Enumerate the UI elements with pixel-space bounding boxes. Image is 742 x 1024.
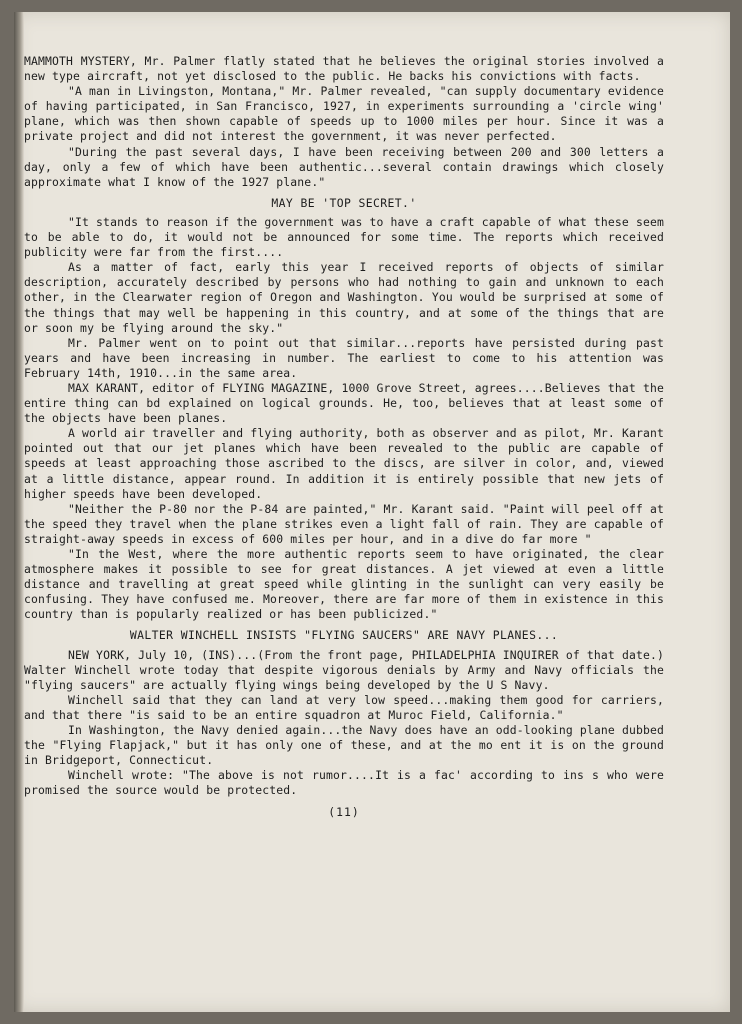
paragraph: MAMMOTH MYSTERY, Mr. Palmer flatly stated that he believes the original stories involved a new type aircraft, not yet disclosed to the public. He backs his convictions with facts. bbox=[24, 54, 664, 84]
paragraph: In Washington, the Navy denied again...the Navy does have an odd-looking plane dubbed the "Flying Flapjack," but it has only one of these, and at the mo ent it is on the ground in Bridgeport, Connecticut. bbox=[24, 723, 664, 768]
page-number: (11) bbox=[328, 804, 360, 819]
paragraph: MAX KARANT, editor of FLYING MAGAZINE, 1000 Grove Street, agrees....Believes that the entire thing can bd explained on logical grounds. He, too, believes that at least some of the objects have been planes. bbox=[24, 380, 664, 426]
paragraph: "Neither the P-80 nor the P-84 are painted," Mr. Karant said. "Paint will peel off at the speed they travel when the plane strikes even a light fall of rain. They are capable of straight-away speeds in excess of 600 miles per hour, and in a dive do far more " bbox=[24, 501, 664, 546]
paragraph: Mr. Palmer went on to point out that similar...reports have persisted during past years and have been increasing in number. The earliest to come to his attention was February 14th, 1910...in the same area. bbox=[24, 335, 664, 380]
paragraph: "It stands to reason if the government was to have a craft capable of what these seem to be able to do, it would not be announced for some time. The reports which received publicity were far from the first.... bbox=[24, 214, 664, 260]
paragraph: As a matter of fact, early this year I received reports of objects of similar description, accurately described by persons who had nothing to gain and unknown to each other, in the Clearwater region of Oregon and Washington. You would be surprised at some of the things that may well be happening in this country, and at some of the things that are or soon my be flying around the sky." bbox=[24, 260, 664, 335]
document-page bbox=[14, 12, 730, 1012]
paragraph: A world air traveller and flying authority, both as observer and as pilot, Mr. Karant pointed out that our jet planes which have been revealed to the public are capable of speeds at least approaching those ascribed to the discs, are silver in color, and, viewed at a little distance, appear round. In addition it is entirely possible that new jets of higher speeds have been developed. bbox=[24, 426, 664, 501]
paragraph: "A man in Livingston, Montana," Mr. Palmer revealed, "can supply documentary evidence of having participated, in San Francisco, 1927, in experiments surrounding a 'circle wing' plane, which was then shown capable of speeds up to 1000 miles per hour. Since it was a private project and did not interest the government, it was never perfected. bbox=[24, 84, 664, 144]
paragraph: "During the past several days, I have been receiving between 200 and 300 letters a day, only a few of which have been authentic...several contain drawings which closely approximate what I know of the 1927 plane." bbox=[24, 144, 664, 189]
page-text bbox=[24, 54, 664, 820]
paragraph: NEW YORK, July 10, (INS)...(From the front page, PHILADELPHIA INQUIRER of that date.) Walter Winchell wrote today that despite vigorous denials by Army and Navy officials the "flying saucers" are actually flying wings being developed by the U S Navy. bbox=[24, 647, 664, 692]
paragraph: Winchell said that they can land at very low speed...making them good for carriers, and that there "is said to be an entire squadron at Muroc Field, California." bbox=[24, 692, 664, 722]
paragraph: "In the West, where the more authentic reports seem to have originated, the clear atmosphere makes it possible to see for great distances. A jet viewed at even a little distance and travelling at great speed while glinting in the sunlight can very easily be confusing. They have confused me. Moreover, there are far more of them in existence in this country than is popularly realized or has been publicized." bbox=[24, 547, 664, 622]
paragraph: Winchell wrote: "The above is not rumor....It is a fac' according to ins s who were promised the source would be protected. bbox=[24, 768, 664, 798]
section-heading: MAY BE 'TOP SECRET.' bbox=[271, 195, 417, 210]
page-binding-edge bbox=[14, 12, 24, 1012]
section-heading: WALTER WINCHELL INSISTS "FLYING SAUCERS" ARE NAVY PLANES... bbox=[129, 628, 559, 643]
